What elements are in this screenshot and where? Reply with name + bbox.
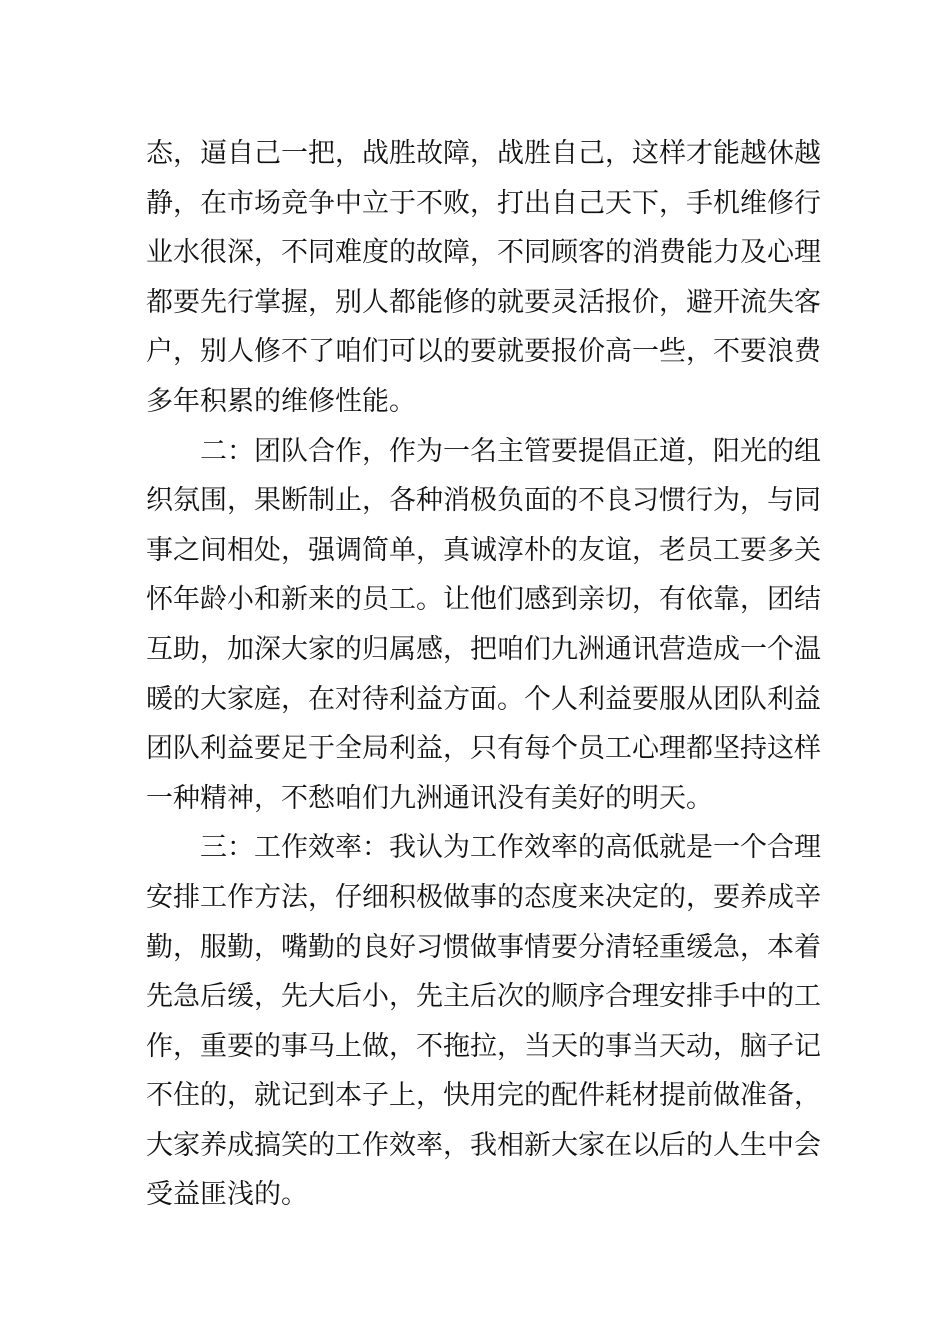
text-line: 二：团队合作，作为一名主管要提倡正道，阳光的组 bbox=[200, 435, 821, 467]
text-line: 互助，加深大家的归属感，把咱们九洲通讯营造成一个温 bbox=[146, 633, 821, 665]
text-line: 户，别人修不了咱们可以的要就要报价高一些，不要浪费 bbox=[146, 336, 821, 368]
text-line: 织氛围，果断制止，各种消极负面的不良习惯行为，与同 bbox=[146, 485, 821, 517]
paragraph-work-efficiency bbox=[146, 823, 821, 1220]
text-line: 不住的，就记到本子上，快用完的配件耗材提前做准备， bbox=[146, 1080, 821, 1112]
text-line: 业水很深，不同难度的故障，不同顾客的消费能力及心理 bbox=[146, 237, 821, 269]
text-line: 大家养成搞笑的工作效率，我相新大家在以后的人生中会 bbox=[146, 1129, 821, 1161]
paragraph-team-cooperation bbox=[146, 427, 821, 824]
text-line: 暖的大家庭，在对待利益方面。个人利益要服从团队利益 bbox=[146, 683, 821, 715]
text-line: 怀年龄小和新来的员工。让他们感到亲切，有依靠，团结 bbox=[146, 584, 821, 616]
text-line: 团队利益要足于全局利益，只有每个员工心理都坚持这样 bbox=[146, 733, 821, 765]
text-line: 静，在市场竞争中立于不败，打出自己天下，手机维修行 bbox=[146, 187, 821, 219]
text-line: 一种精神，不愁咱们九洲通讯没有美好的明天。 bbox=[146, 782, 713, 814]
text-line: 安排工作方法，仔细积极做事的态度来决定的，要养成辛 bbox=[146, 881, 821, 913]
text-line: 先急后缓，先大后小，先主后次的顺序合理安排手中的工 bbox=[146, 981, 821, 1013]
text-line: 作，重要的事马上做，不拖拉，当天的事当天动，脑子记 bbox=[146, 1030, 821, 1062]
paragraph-continuation bbox=[146, 129, 821, 427]
document-body bbox=[146, 129, 821, 1220]
text-line: 三：工作效率：我认为工作效率的高低就是一个合理 bbox=[200, 832, 821, 864]
text-line: 都要先行掌握，别人都能修的就要灵活报价，避开流失客 bbox=[146, 286, 821, 318]
text-line: 态，逼自己一把，战胜故障，战胜自己，这样才能越休越 bbox=[146, 138, 821, 169]
text-line: 勤，服勤，嘴勤的良好习惯做事情要分清轻重缓急，本着 bbox=[146, 931, 821, 963]
text-line: 受益匪浅的。 bbox=[146, 1179, 308, 1211]
text-line: 多年积累的维修性能。 bbox=[146, 385, 416, 417]
text-line: 事之间相处，强调简单，真诚淳朴的友谊，老员工要多关 bbox=[146, 534, 821, 566]
